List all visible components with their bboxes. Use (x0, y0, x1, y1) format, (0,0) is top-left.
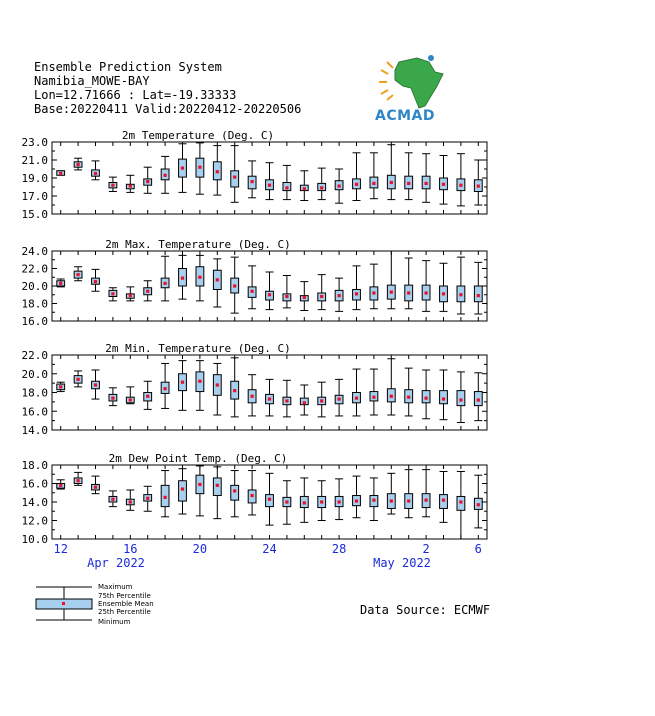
mean-marker (111, 292, 114, 295)
y-tick-label: 20.0 (21, 367, 48, 381)
mean-marker (285, 295, 288, 298)
mean-marker (198, 483, 201, 486)
mean-marker (320, 500, 323, 503)
mean-marker (146, 497, 149, 500)
mean-marker (303, 187, 306, 190)
mean-marker (425, 182, 428, 185)
y-tick-label: 24.0 (21, 245, 48, 258)
mean-marker (111, 397, 114, 400)
x-tick-label: 6 (474, 542, 482, 556)
mean-marker (285, 186, 288, 189)
system-title: Ensemble Prediction System (34, 60, 222, 74)
y-tick-label: 21.0 (21, 154, 48, 167)
mean-marker (181, 167, 184, 170)
legend-p75-label: 75th Percentile (98, 592, 151, 600)
mean-marker (181, 381, 184, 384)
mean-marker (198, 380, 201, 383)
mean-marker (233, 389, 236, 392)
panel-title: 2m Dew Point Temp. (Deg. C) (108, 452, 288, 465)
mean-marker (268, 397, 271, 400)
mean-marker (338, 397, 341, 400)
mean-marker (94, 486, 97, 489)
mean-marker (303, 501, 306, 504)
mean-marker (164, 496, 167, 499)
mean-marker (94, 383, 97, 386)
y-tick-label: 22.0 (21, 349, 48, 362)
legend-minimum-label: Minimum (98, 618, 131, 626)
mean-marker (407, 291, 410, 294)
mean-marker (146, 290, 149, 293)
legend-mean-marker (62, 602, 65, 605)
panel-title: 2m Min. Temperature (Deg. C) (105, 342, 291, 355)
mean-marker (94, 280, 97, 283)
mean-marker (285, 500, 288, 503)
mean-marker (459, 398, 462, 401)
mean-marker (442, 499, 445, 502)
mean-marker (372, 396, 375, 399)
mean-marker (442, 183, 445, 186)
mean-marker (355, 499, 358, 502)
mean-marker (320, 295, 323, 298)
mean-marker (390, 291, 393, 294)
x-tick-label: 28 (331, 542, 347, 556)
mean-marker (390, 395, 393, 398)
panel-title: 2m Temperature (Deg. C) (121, 129, 275, 142)
mean-marker (320, 399, 323, 402)
mean-marker (425, 499, 428, 502)
mean-marker (77, 378, 80, 381)
mean-marker (181, 277, 184, 280)
x-tick-label: 24 (262, 542, 277, 556)
mean-marker (407, 396, 410, 399)
mean-marker (216, 278, 219, 281)
mean-marker (372, 499, 375, 502)
mean-marker (77, 479, 80, 482)
mean-marker (216, 484, 219, 487)
acmad-logo-text: ACMAD (375, 108, 435, 124)
mean-marker (251, 395, 254, 398)
mean-marker (233, 176, 236, 179)
mean-marker (129, 500, 132, 503)
month-label-apr: Apr 2022 (87, 556, 145, 570)
mean-marker (355, 183, 358, 186)
mean-marker (94, 172, 97, 175)
legend-mean-label: Ensemble Mean (98, 600, 154, 608)
mean-marker (129, 294, 132, 297)
mean-marker (459, 184, 462, 187)
x-tick-label: 16 (123, 542, 138, 556)
mean-marker (216, 170, 219, 173)
mean-marker (320, 186, 323, 189)
mean-marker (477, 503, 480, 506)
mean-marker (198, 166, 201, 169)
y-tick-label: 19.0 (21, 172, 48, 185)
iqr-box (231, 485, 239, 500)
mean-marker (216, 383, 219, 386)
mean-marker (59, 484, 62, 487)
mean-marker (77, 163, 80, 166)
y-tick-label: 16.0 (21, 405, 48, 419)
mean-marker (303, 401, 306, 404)
mean-marker (477, 398, 480, 401)
mean-marker (59, 385, 62, 388)
station-name: Namibia_MOWE-BAY (34, 74, 150, 88)
mean-marker (129, 398, 132, 401)
mean-marker (425, 397, 428, 400)
mean-marker (390, 181, 393, 184)
month-label-may: May 2022 (373, 556, 431, 570)
mean-marker (268, 498, 271, 501)
y-tick-label: 18.0 (21, 297, 48, 311)
mean-marker (59, 282, 62, 285)
base-valid-dates: Base:20220411 Valid:20220412-20220506 (34, 102, 302, 116)
y-tick-label: 16.0 (21, 477, 48, 491)
mean-marker (442, 292, 445, 295)
x-tick-label: 20 (192, 542, 208, 556)
mean-marker (407, 499, 410, 502)
mean-marker (164, 174, 167, 177)
mean-marker (268, 184, 271, 187)
mean-marker (233, 284, 236, 287)
mean-marker (372, 291, 375, 294)
mean-marker (59, 172, 62, 175)
iqr-box (474, 286, 482, 302)
y-tick-label: 12.0 (21, 514, 48, 528)
mean-marker (164, 282, 167, 285)
x-tick-label: 12 (53, 542, 68, 556)
y-tick-label: 10.0 (21, 533, 48, 546)
mean-marker (268, 293, 271, 296)
iqr-box (440, 391, 448, 404)
mean-marker (459, 500, 462, 503)
y-tick-label: 14.0 (21, 424, 48, 437)
mean-marker (251, 494, 254, 497)
station-coordinates: Lon=12.71666 : Lat=-19.33333 (34, 88, 237, 102)
y-tick-label: 17.0 (21, 190, 48, 203)
mean-marker (407, 182, 410, 185)
mean-marker (233, 489, 236, 492)
mean-marker (129, 185, 132, 188)
mean-marker (477, 294, 480, 297)
y-tick-label: 23.0 (21, 136, 48, 149)
mean-marker (477, 185, 480, 188)
y-tick-label: 22.0 (21, 262, 48, 276)
iqr-box (457, 391, 465, 406)
y-tick-label: 18.0 (21, 459, 48, 472)
y-tick-label: 18.0 (21, 386, 48, 400)
mean-marker (285, 399, 288, 402)
iqr-box (231, 171, 239, 187)
mean-marker (146, 395, 149, 398)
mean-marker (425, 291, 428, 294)
mean-marker (251, 290, 254, 293)
mean-marker (111, 498, 114, 501)
mean-marker (164, 387, 167, 390)
mean-marker (372, 182, 375, 185)
legend-maximum-label: Maximum (98, 583, 133, 591)
y-tick-label: 20.0 (21, 280, 48, 293)
mean-marker (355, 397, 358, 400)
x-tick-label: 2 (422, 542, 430, 556)
data-source: Data Source: ECMWF (360, 603, 491, 617)
panel-title: 2m Max. Temperature (Deg. C) (105, 238, 291, 251)
legend-p25-label: 25th Percentile (98, 608, 151, 616)
mean-marker (442, 397, 445, 400)
mean-marker (251, 180, 254, 183)
mean-marker (181, 487, 184, 490)
mean-marker (338, 500, 341, 503)
mean-marker (77, 273, 80, 276)
mean-marker (111, 184, 114, 187)
mean-marker (338, 294, 341, 297)
mean-marker (146, 180, 149, 183)
y-tick-label: 14.0 (21, 496, 48, 509)
mean-marker (303, 296, 306, 299)
mean-marker (459, 293, 462, 296)
mean-marker (355, 292, 358, 295)
mean-marker (338, 185, 341, 188)
mean-marker (198, 276, 201, 279)
mean-marker (390, 499, 393, 502)
legend (34, 582, 174, 632)
y-tick-label: 15.0 (21, 208, 48, 221)
iqr-box (179, 481, 187, 501)
y-tick-label: 16.0 (21, 315, 48, 328)
